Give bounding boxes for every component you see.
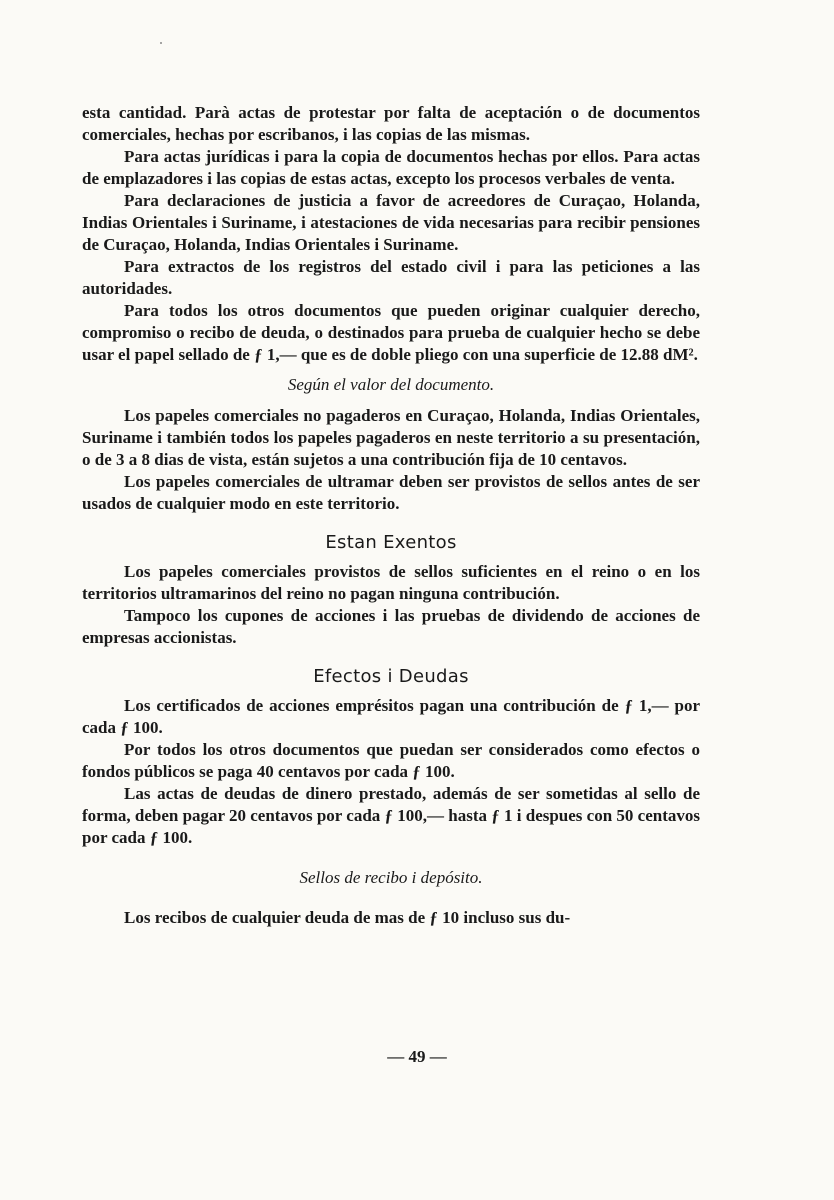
heading-efectos-deudas: Efectos i Deudas [313, 666, 469, 687]
paragraph-8: Los papeles comerciales provistos de sellos suficientes en el reino o en los territorios ultramarinos del reino no pagan ninguna contribución. [82, 562, 700, 603]
paragraph-10: Los certificados de acciones emprésitos pagan una contribución de ƒ 1,— por cada ƒ 100. [82, 696, 700, 737]
paragraph-11: Por todos los otros documentos que puedan ser considerados como efectos o fondos públicos se paga 40 centavos por cada ƒ 100. [82, 740, 700, 781]
paragraph-2: Para actas jurídicas i para la copia de documentos hechas por ellos. Para actas de emplazadores i las copias de estas actas, excepto los procesos verbales de venta. [82, 147, 700, 188]
paragraph-4: Para extractos de los registros del estado civil i para las peticiones a las autoridades. [82, 257, 700, 298]
heading-estan-exentos: Estan Exentos [325, 532, 457, 553]
subheading-valor: Según el valor del documento. [287, 375, 495, 394]
paragraph-6: Los papeles comerciales no pagaderos en Curaçao, Holanda, Indias Orientales, Suriname i también todos los papeles pagaderos en neste territorio a su presentación, o de 3 a 8 dias de vista, están sujetos a una contribución fija de 10 centavos. [82, 406, 700, 469]
paragraph-3: Para declaraciones de justicia a favor de acreedores de Curaçao, Holanda, Indias Orientales i Suriname, i atestaciones de vida necesarias para recibir pensiones de Curaçao, Holanda, Indias Orientales i Suriname. [82, 191, 700, 254]
paragraph-13: Los recibos de cualquier deuda de mas de ƒ 10 incluso sus du- [124, 908, 571, 927]
subheading-sellos-recibo: Sellos de recibo i depósito. [299, 868, 483, 887]
speck-mark [160, 42, 162, 44]
paragraph-1: esta cantidad. Parà actas de protestar por falta de aceptación o de documentos comerciales, hechas por escribanos, i las copias de las mismas. [82, 103, 700, 144]
page-body [82, 102, 700, 929]
paragraph-7: Los papeles comerciales de ultramar deben ser provistos de sellos antes de ser usados de cualquier modo en este territorio. [82, 472, 700, 513]
paragraph-12: Las actas de deudas de dinero prestado, además de ser sometidas al sello de forma, deben pagar 20 centavos por cada ƒ 100,— hasta ƒ 1 i despues con 50 centavos por cada ƒ 100. [82, 784, 700, 847]
page-number: — 49 — [387, 1047, 447, 1066]
paragraph-9: Tampoco los cupones de acciones i las pruebas de dividendo de acciones de empresas accionistas. [82, 606, 700, 647]
paragraph-5: Para todos los otros documentos que pueden originar cualquier derecho, compromiso o recibo de deuda, o destinados para prueba de cualquier hecho se debe usar el papel sellado de ƒ 1,— que es de doble pliego con una superficie de 12.88 dM². [82, 301, 700, 364]
